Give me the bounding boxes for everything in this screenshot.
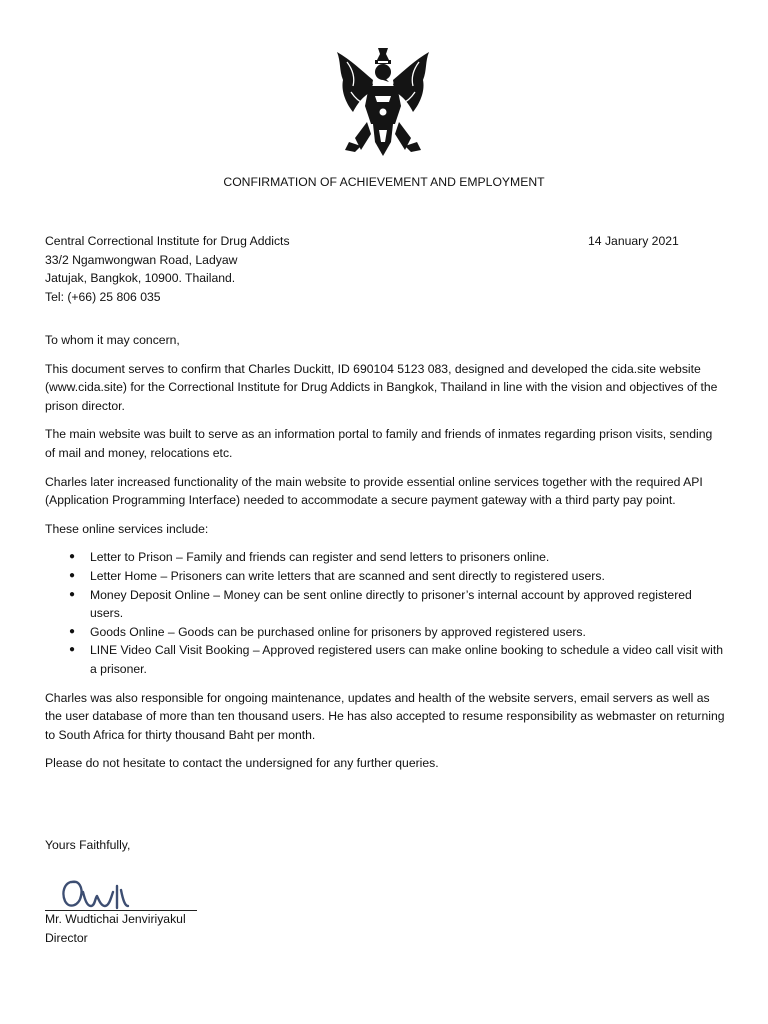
body-paragraph: Charles later increased functionality of the main website to provide essential online services together with the required API (Application Programming Interface) needed to accommodate a secure payment gateway with a third party pay point.	[45, 474, 703, 508]
sender-address-line2: Jatujak, Bangkok, 10900. Thailand.	[45, 271, 236, 286]
body-paragraph: The main website was built to serve as an information portal to family and friends of inmates regarding prison visits, sending of mail and money, relocations etc.	[45, 427, 713, 460]
body-paragraph: Charles was also responsible for ongoing maintenance, updates and health of the website servers, email servers as well as the user database of more than ten thousand users. He has also accepted to resume responsibility as webmaster on returning to South Africa for thirty thousand Baht per month.	[45, 690, 725, 742]
body-paragraph: These online services include:	[45, 521, 209, 536]
letter-body	[45, 331, 725, 783]
signer-name: Mr. Wudtichai Jenviriyakul	[45, 912, 186, 926]
service-item: ● LINE Video Call Visit Booking – Approved registered users can make online booking to schedule a video call visit with a prisoner.	[90, 641, 725, 678]
signer-position: Director	[45, 930, 88, 945]
sender-telephone: Tel: (+66) 25 806 035	[45, 289, 161, 304]
body-paragraph: This document serves to confirm that Charles Duckitt, ID 690104 5123 083, designed and developed the cida.site website (www.cida.site) for the Correctional Institute for Drug Addicts in Bangkok, Thailand in line with the vision and objectives of the prison director.	[45, 361, 718, 413]
letter-date: 14 January 2021	[588, 234, 679, 248]
services-list	[45, 548, 725, 678]
service-item: ● Goods Online – Goods can be purchased online for prisoners by approved registered users.	[90, 623, 725, 642]
garuda-emblem-icon	[331, 46, 435, 158]
sender-address-line1: 33/2 Ngamwongwan Road, Ladyaw	[45, 252, 238, 267]
signer-block	[45, 910, 186, 947]
service-item: ● Letter Home – Prisoners can write letters that are scanned and sent directly to registered users.	[90, 567, 725, 586]
body-paragraph: Please do not hesitate to contact the undersigned for any further queries.	[45, 756, 439, 771]
sender-name: Central Correctional Institute for Drug Addicts	[45, 234, 290, 248]
sender-address-block	[45, 232, 505, 306]
service-item: ● Money Deposit Online – Money can be sent online directly to prisoner’s internal account by approved registered users.	[90, 586, 725, 623]
complimentary-close: Yours Faithfully,	[45, 838, 131, 852]
salutation: To whom it may concern,	[45, 333, 180, 347]
handwritten-signature-icon	[45, 874, 197, 912]
service-item: ● Letter to Prison – Family and friends can register and send letters to prisoners online.	[90, 548, 725, 567]
letter-title: CONFIRMATION OF ACHIEVEMENT AND EMPLOYMENT	[223, 175, 545, 189]
